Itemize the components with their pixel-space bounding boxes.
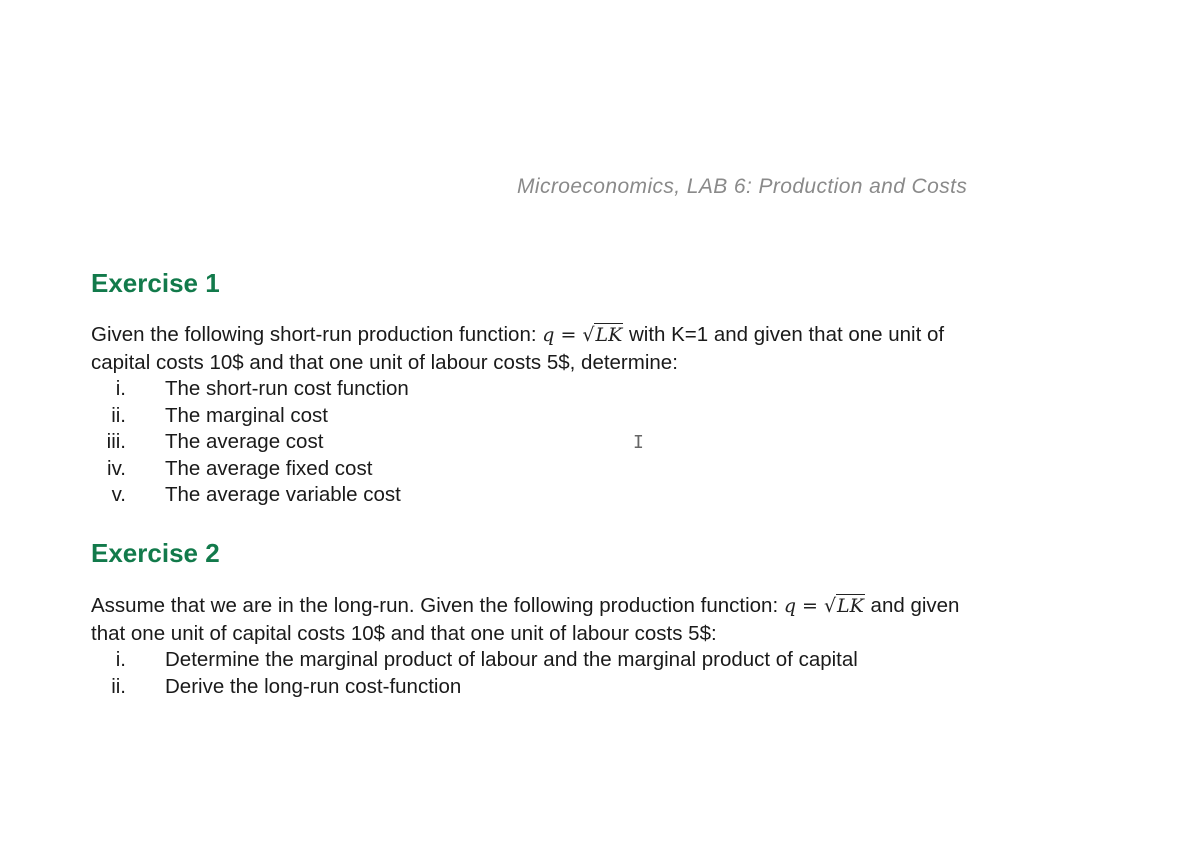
list-item: [91, 456, 373, 483]
formula-equals: =: [802, 595, 818, 617]
formula-radicand: LK: [595, 324, 623, 346]
exercise-1-intro-line-2: capital costs 10$ and that one unit of labour costs 5$, determine:: [91, 351, 678, 374]
list-item-number: v.: [111, 483, 126, 506]
list-item: [91, 403, 328, 430]
exercise-1-intro-text: Given the following short-run production function:: [91, 323, 543, 346]
list-item: [91, 429, 324, 456]
exercise-2-task-list: [91, 647, 858, 700]
exercise-1-intro-line-1: [91, 321, 944, 349]
list-item-number: ii.: [111, 403, 126, 427]
formula-q: q: [783, 595, 797, 617]
list-item-number: ii.: [111, 674, 126, 698]
exercise-1-heading: Exercise 1: [91, 268, 220, 298]
exercise-2-intro: [91, 592, 959, 647]
list-item-number: iv.: [107, 456, 126, 480]
sqrt-symbol: √: [823, 595, 837, 617]
list-item-number: i.: [115, 648, 126, 671]
list-item-text: Determine the marginal product of labour and the marginal product of capital: [165, 648, 858, 671]
exercise-2-intro-line-2: that one unit of capital costs 10$ and that one unit of labour costs 5$:: [91, 622, 717, 645]
list-item-number: i.: [115, 377, 126, 400]
formula-radicand: LK: [837, 595, 864, 617]
formula-equals: =: [560, 324, 577, 346]
exercise-1-intro-text-after: with K=1 and given that one unit of: [623, 323, 945, 346]
exercise-1-task-list: [91, 376, 409, 509]
list-item: [91, 376, 409, 403]
list-item: [91, 482, 401, 509]
list-item-text: The short-run cost function: [165, 377, 409, 400]
list-item-number: iii.: [106, 430, 126, 453]
formula-q: q: [542, 324, 555, 346]
text-cursor-icon: I: [633, 432, 644, 453]
document-header: Microeconomics, LAB 6: Production and Costs: [517, 175, 968, 198]
sqrt-symbol: √: [582, 324, 595, 346]
exercise-2-heading: Exercise 2: [91, 538, 220, 568]
exercise-2-intro-line-1: [91, 592, 959, 620]
list-item-text: The average cost: [165, 430, 324, 453]
list-item-text: The marginal cost: [165, 403, 328, 427]
list-item: [91, 674, 462, 701]
list-item-text: Derive the long-run cost-function: [165, 674, 462, 698]
exercise-2-intro-text: Assume that we are in the long-run. Given the following production function:: [91, 594, 784, 617]
exercise-1-intro: [91, 321, 944, 376]
list-item-text: The average variable cost: [165, 483, 401, 506]
exercise-2-intro-text-after: and given: [864, 594, 960, 617]
list-item: [91, 647, 858, 674]
production-function-formula: [784, 594, 865, 617]
production-function-formula: [542, 323, 623, 346]
list-item-text: The average fixed cost: [165, 456, 373, 480]
